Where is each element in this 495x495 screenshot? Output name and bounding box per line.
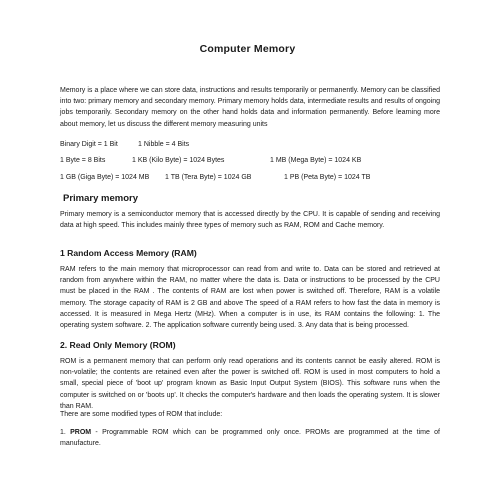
unit-pb: 1 PB (Peta Byte) = 1024 TB xyxy=(284,174,371,181)
ram-paragraph: RAM refers to the main memory that microprocessor can read from and write to. Data can be stored and retrieved at random from anywhere within the RAM, no matter where the data is. Data or instructions to be processed by the CPU must be placed in the RAM . The contents of RAM are lost when power is switched off. Therefore, RAM is a volatile memory. The storage capacity of RAM is 2 GB and above The speed of a RAM refers to how fast the data in memory is accessed. It is measured in Mega Hertz (MHz). When a computer is in use, its RAM contains the following: 1. The operating system software. 2. The application software currently being used. 3. Any data that is being processed. xyxy=(60,266,440,330)
prom-item xyxy=(60,427,440,449)
intro-paragraph: Memory is a place where we can store data, instructions and results temporarily or permanently. Memory can be classified into two: primary memory and secondary memory. Primary memory holds data, intermediate results and results of ongoing jobs temporarily. Secondary memory on the other hand holds data and information permanently. Before learning more about memory, let us discuss the different memory measuring units xyxy=(60,87,440,128)
page-title: Computer Memory xyxy=(199,43,296,55)
primary-memory-heading: Primary memory xyxy=(63,193,138,204)
units-row-2 xyxy=(60,157,450,168)
unit-mb: 1 MB (Mega Byte) = 1024 KB xyxy=(270,157,362,164)
primary-memory-paragraph: Primary memory is a semiconductor memory that is accessed directly by the CPU. It is capable of sending and receiving data at high speed. This includes mainly three types of memory such as RAM, ROM and Cache memory. xyxy=(60,211,440,230)
unit-tb: 1 TB (Tera Byte) = 1024 GB xyxy=(165,174,252,181)
prom-number: 1. xyxy=(60,429,71,436)
unit-gb: 1 GB (Giga Byte) = 1024 MB xyxy=(60,174,150,181)
rom-paragraph: ROM is a permanent memory that can perform only read operations and its contents cannot be easily altered. ROM is non-volatile; the contents are retained even after the power is switched off. ROM is used in most computers to hold a small, special piece of 'boot up' program known as Basic Input Output System (BIOS). This software runs when the computer is switched on or 'boots up'. It checks the computer's hardware and then loads the operating system. It is slower than RAM. xyxy=(60,358,440,410)
unit-nibble: 1 Nibble = 4 Bits xyxy=(138,141,190,148)
ram-heading: 1 Random Access Memory (RAM) xyxy=(60,248,197,258)
rom-types-intro: There are some modified types of ROM that include: xyxy=(60,411,223,418)
units-row-1 xyxy=(60,141,450,152)
prom-label: PROM xyxy=(70,429,92,436)
unit-bit: Binary Digit = 1 Bit xyxy=(60,141,118,148)
prom-description: - Programmable ROM which can be programmed only once. PROMs are programmed at the time of manufacture. xyxy=(60,429,440,448)
units-row-3 xyxy=(60,174,450,185)
unit-kb: 1 KB (Kilo Byte) = 1024 Bytes xyxy=(132,157,225,164)
rom-heading: 2. Read Only Memory (ROM) xyxy=(60,340,176,350)
unit-byte: 1 Byte = 8 Bits xyxy=(60,157,106,164)
